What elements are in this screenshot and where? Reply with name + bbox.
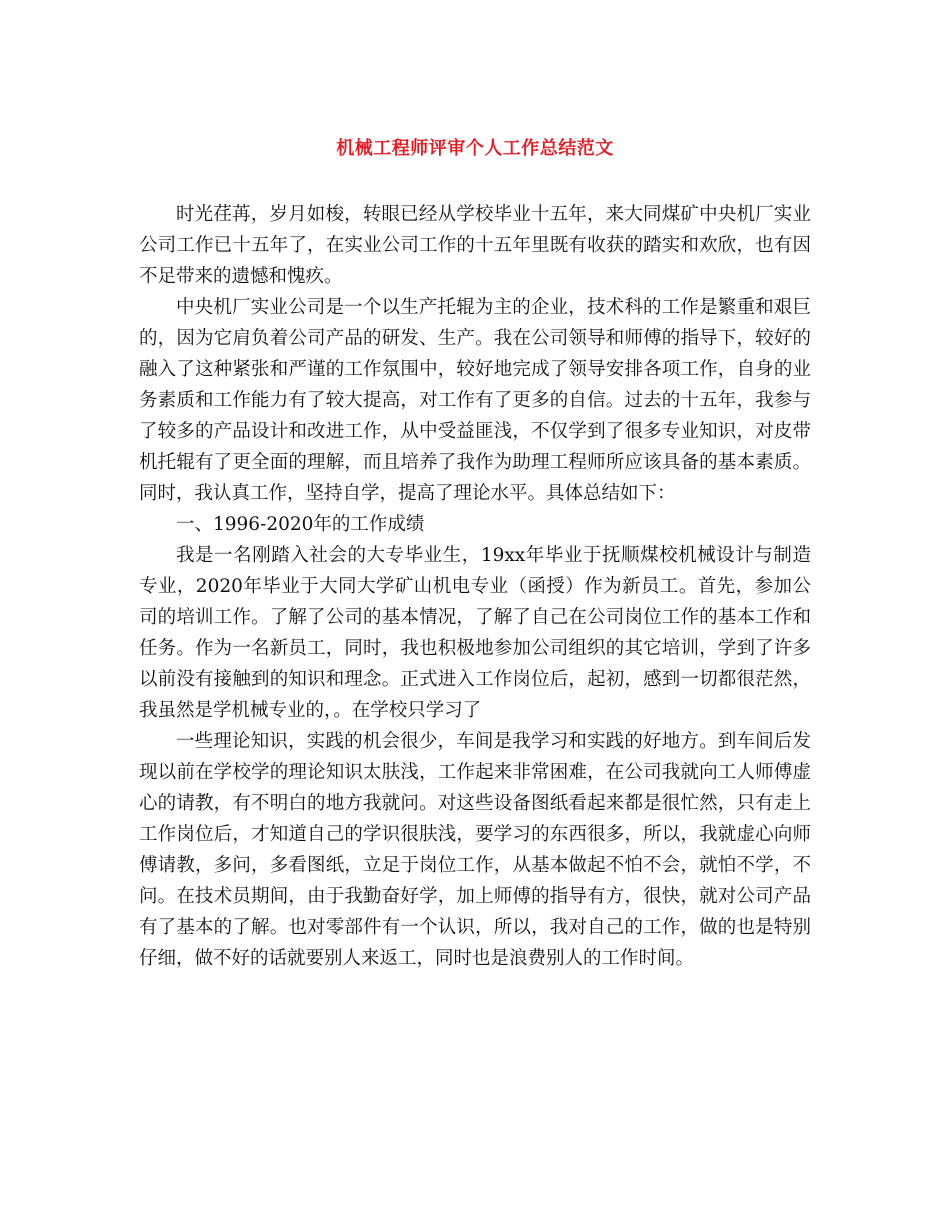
text-line: 现以前在学校学的理论知识太肤浅，工作起来非常困难，在公司我就向工人师傅虚 — [139, 762, 811, 783]
text-line: 工作岗位后，才知道自己的学识很肤浅，要学习的东西很多，所以，我就虚心向师 — [139, 824, 811, 845]
text-line: 问。在技术员期间，由于我勤奋好学，加上师傅的指导有方，很快，就对公司产品 — [139, 886, 811, 907]
text-line: 公司工作已十五年了，在实业公司工作的十五年里既有收获的踏实和欢欣，也有因 — [139, 235, 811, 256]
text-line: 一些理论知识，实践的机会很少，车间是我学习和实践的好地方。到车间后发 — [176, 731, 811, 752]
document-title: 机械工程师评审个人工作总结范文 — [336, 138, 614, 159]
text-line: 有了基本的了解。也对零部件有一个认识，所以，我对自己的工作，做的也是特别 — [139, 917, 811, 938]
text-line: 我虽然是学机械专业的，。在学校只学习了 — [139, 700, 482, 721]
text-line: 的，因为它肩负着公司产品的研发、生产。我在公司领导和师傅的指导下，较好的 — [139, 328, 811, 349]
text-line: 务素质和工作能力有了较大提高，对工作有了更多的自信。过去的十五年，我参与 — [139, 390, 811, 411]
section-heading: 一、1996-2020年的工作成绩 — [176, 514, 425, 535]
text-line: 融入了这种紧张和严谨的工作氛围中，较好地完成了领导安排各项工作，自身的业 — [139, 359, 811, 380]
text-line: 不足带来的遗憾和愧疚。 — [139, 266, 343, 287]
text-line: 时光荏苒，岁月如梭，转眼已经从学校毕业十五年，来大同煤矿中央机厂实业 — [176, 204, 811, 225]
text-line: 以前没有接触到的知识和理念。正式进入工作岗位后，起初，感到一切都很茫然， — [139, 669, 811, 690]
text-line: 机托辊有了更全面的理解，而且培养了我作为助理工程师所应该具备的基本素质。 — [139, 452, 811, 473]
text-line: 傅请教，多问，多看图纸，立足于岗位工作，从基本做起不怕不会，就怕不学，不 — [139, 855, 811, 876]
text-line: 中央机厂实业公司是一个以生产托辊为主的企业，技术科的工作是繁重和艰巨 — [176, 297, 811, 318]
text-line: 仔细，做不好的话就要别人来返工，同时也是浪费别人的工作时间。 — [139, 948, 695, 969]
text-line: 心的请教，有不明白的地方我就问。对这些设备图纸看起来都是很忙然，只有走上 — [139, 793, 811, 814]
document-body — [139, 199, 811, 974]
text-line: 专业，2020年毕业于大同大学矿山机电专业（函授）作为新员工。首先，参加公 — [139, 576, 811, 597]
text-line: 了较多的产品设计和改进工作，从中受益匪浅，不仅学到了很多专业知识，对皮带 — [139, 421, 811, 442]
text-line: 同时，我认真工作，坚持自学，提高了理论水平。具体总结如下： — [139, 483, 676, 504]
text-line: 任务。作为一名新员工，同时，我也积极地参加公司组织的其它培训，学到了许多 — [139, 638, 811, 659]
text-line: 司的培训工作。了解了公司的基本情况，了解了自己在公司岗位工作的基本工作和 — [139, 607, 811, 628]
text-line: 我是一名刚踏入社会的大专毕业生，19xx年毕业于抚顺煤校机械设计与制造 — [176, 545, 811, 566]
